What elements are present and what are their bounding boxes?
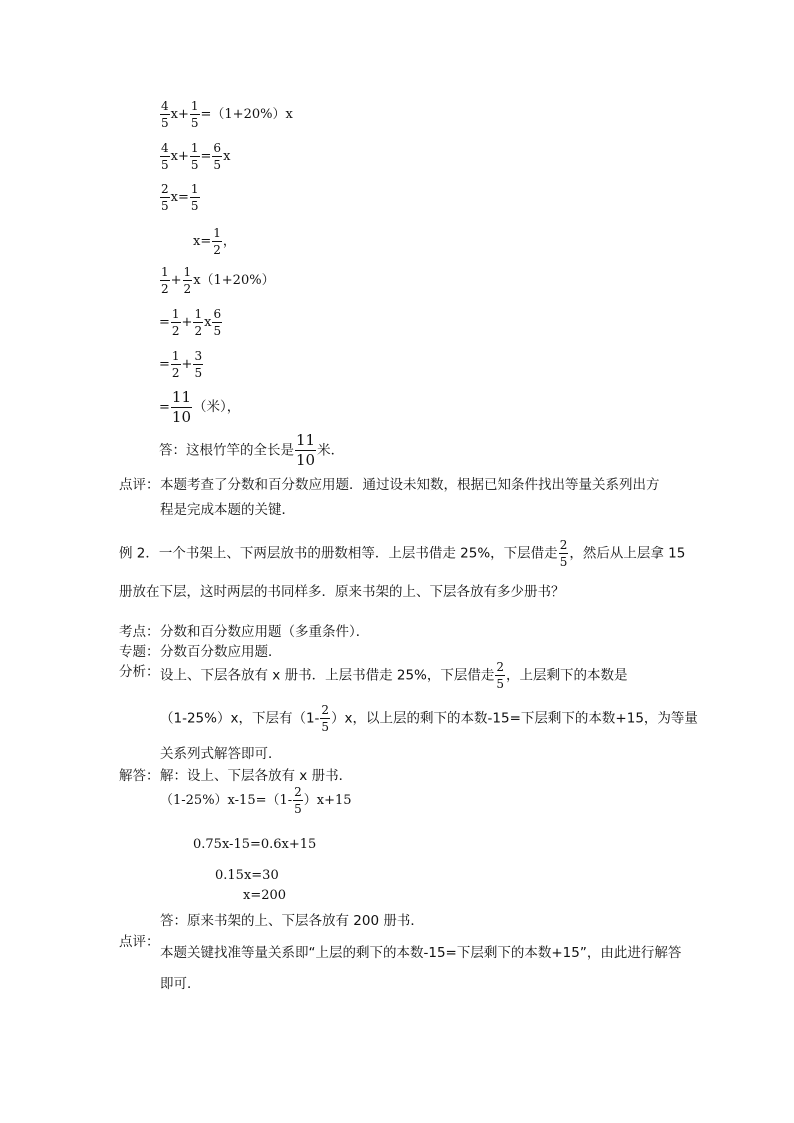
example-2-line-1: 例 2．一个书架上、下两层放书的册数相等．上层书借走 25%，下层借走 $\frac{2}{5}$ ，然后从上层拿 15: [119, 538, 686, 569]
jieda-answer: 答：原来书架的上、下层各放有 200 册书．: [160, 913, 424, 929]
jieda-label: 解答：: [119, 768, 160, 784]
fraction: $\frac{1}{5}$: [190, 99, 199, 130]
fenxi-label: 分析：: [119, 664, 160, 680]
fraction: $\frac{2}{5}$: [161, 182, 169, 213]
fraction: $\frac{1}{2}$: [171, 349, 180, 380]
fraction: $\frac{4}{5}$: [161, 141, 169, 172]
equation-line-6: = $\frac{1}{2}$ + $\frac{1}{2}$ x $\frac{6}{5}$: [159, 307, 222, 338]
jieda-equation-2: 0.75x-15=0.6x+15: [193, 837, 317, 852]
fenxi-line-1: 设上、下层各放有 x 册书．上层书借走 25%，下层借走 $\frac{2}{5}$ ，上层剩下的本数是: [160, 660, 628, 691]
comment-2-line-1: 本题关键找准等量关系即“上层的剩下的本数-15=下层剩下的本数+15”，由此进行解答: [160, 945, 682, 961]
jieda-equation-3: 0.15x=30: [215, 868, 279, 883]
fraction: $\frac{4}{5}$: [161, 99, 169, 130]
fenxi-line-2: （1-25%）x，下层有（1- $\frac{2}{5}$ ）x，以上层的剩下的本数-15=下层剩下的本数+15，为等量: [160, 703, 698, 734]
fraction: $\frac{1}{5}$: [190, 141, 199, 172]
fraction: $\frac{1}{2}$: [194, 307, 203, 338]
comment-2-label: 点评：: [119, 934, 160, 950]
example-2-line-2: 册放在下层，这时两层的书同样多．原来书架的上、下层各放有多少册书？: [119, 584, 565, 600]
equation-line-8: = $\frac{11}{10}$ （米），: [159, 388, 241, 426]
fraction: $\frac{1}{2}$: [171, 307, 180, 338]
fraction: $\frac{6}{5}$: [213, 307, 222, 338]
comment-2-line-2: 即可．: [160, 976, 201, 992]
jieda-equation-4: x=200: [243, 888, 287, 903]
answer-1: 答：这根竹竿的全长是 $\frac{11}{10}$ 米．: [159, 431, 345, 469]
equation-line-5: $\frac{1}{2}$ + $\frac{1}{2}$ x（1+20%）: [161, 265, 275, 296]
fraction: $\frac{6}{5}$: [213, 141, 222, 172]
fenxi-line-3: 关系列式解答即可．: [160, 746, 282, 762]
fraction: $\frac{1}{2}$: [161, 265, 169, 296]
fraction: $\frac{11}{10}$: [296, 431, 316, 469]
equation-line-2: $\frac{4}{5}$ x+ $\frac{1}{5}$ = $\frac{6}{5}$ x: [161, 141, 231, 172]
equation-line-3: $\frac{2}{5}$ x= $\frac{1}{5}$: [161, 182, 199, 213]
kaodian-text: 分数和百分数应用题（多重条件）．: [160, 624, 370, 640]
fraction: $\frac{2}{5}$: [559, 538, 568, 569]
fraction: $\frac{1}{2}$: [183, 265, 192, 296]
comment-1-line-1: 本题考查了分数和百分数应用题．通过设未知数，根据已知条件找出等量关系列出方: [160, 477, 660, 493]
kaodian-label: 考点：: [119, 624, 160, 640]
equation-line-7: = $\frac{1}{2}$ + $\frac{3}{5}$: [159, 349, 203, 380]
fraction: $\frac{2}{5}$: [321, 703, 330, 734]
fraction: $\frac{1}{5}$: [190, 182, 199, 213]
equation-line-1: $\frac{4}{5}$ x+ $\frac{1}{5}$ =（1+20%）x: [161, 99, 293, 130]
comment-1-label: 点评：: [119, 477, 160, 493]
zhuanti-label: 专题：: [119, 644, 160, 660]
fraction: $\frac{2}{5}$: [294, 785, 302, 816]
jieda-equation-1: （1-25%）x-15=（1- $\frac{2}{5}$ ）x+15: [160, 785, 352, 816]
comment-1-line-2: 程是完成本题的关键．: [160, 502, 295, 518]
fraction: $\frac{1}{2}$: [213, 226, 221, 257]
zhuanti-text: 分数百分数应用题．: [160, 644, 282, 660]
jieda-line-1: 解：设上、下层各放有 x 册书．: [160, 768, 353, 784]
fraction: $\frac{2}{5}$: [496, 660, 505, 691]
equation-line-4: x= $\frac{1}{2}$ ，: [193, 226, 236, 257]
fraction: $\frac{11}{10}$: [171, 388, 191, 426]
fraction: $\frac{3}{5}$: [194, 349, 203, 380]
